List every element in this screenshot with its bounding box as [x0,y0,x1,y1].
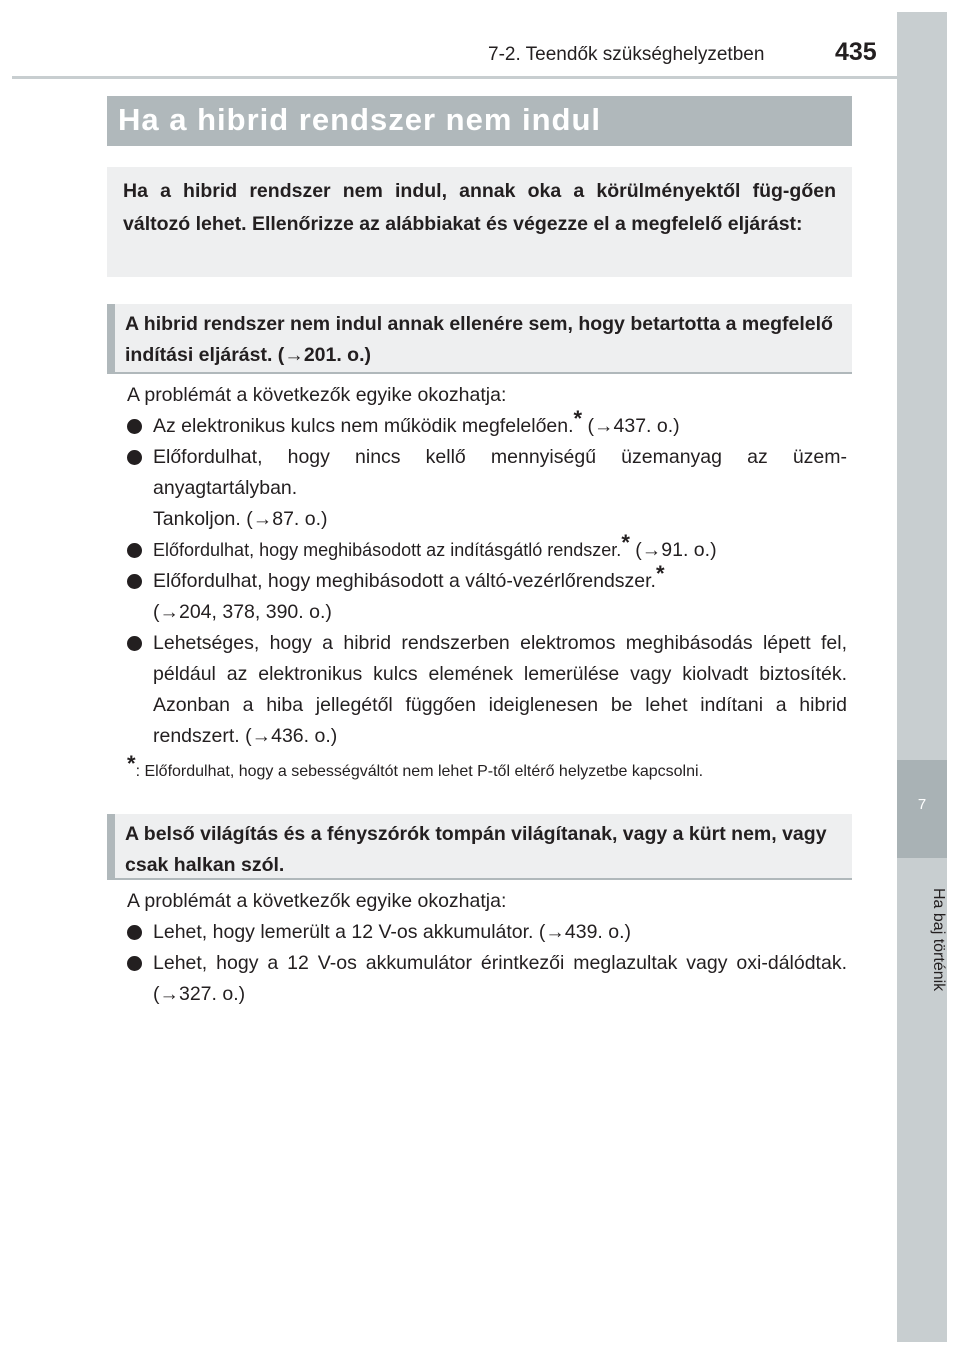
lead-text: A problémát a következők egyike okozhatja: [127,384,507,406]
header-divider [12,76,947,79]
section-title: Ha a hibrid rendszer nem indul [107,96,852,146]
bullet-icon [127,636,142,651]
list-item: Előfordulhat, hogy meghibásodott az indításgátló rendszer.* (→91. o.) [127,535,847,566]
cause-list-start-failure [127,380,847,787]
list-item: Az elektronikus kulcs nem működik megfelelően.* (→437. o.) [127,411,847,442]
asterisk-marker: * [621,530,630,555]
asterisk-marker: * [573,406,583,431]
chapter-label: Ha baj történik [930,888,947,992]
bullet-icon [127,956,142,971]
footnote: *: Előfordulhat, hogy a sebességváltót nem lehet P-től eltérő helyzetbe kapcsolni. [127,751,704,780]
list-item-note: Tankoljon. (→87. o.) [153,508,328,530]
list-item: Lehet, hogy a 12 V-os akkumulátor érintkezői meglazultak vagy oxi-dálódtak. (→327. o.) [127,948,847,1010]
subsection-heading-dim-lights: A belső világítás és a fényszórók tompán világítanak, vagy a kürt nem, vagy csak halkan szól. [107,814,852,880]
list-item: Lehet, hogy lemerült a 12 V-os akkumulátor. (→439. o.) [127,917,847,948]
asterisk-marker: * [655,561,665,586]
arrow-icon: → [284,344,304,366]
list-item: Lehetséges, hogy a hibrid rendszerben elektromos meghibásodás lépett fel, például az elektronikus kulcs elemének lemerülése vagy kiolvadt biztosíték. Azonban a hiba jellegétől függően ideiglenesen be lehet indítani a hibrid rendszert. (→436. o.) [127,628,847,752]
bullet-icon [127,419,142,434]
subsection-title-text: A hibrid rendszer nem indul annak ellenére sem, hogy betartotta a megfelelő indítási eljárást. ( [125,313,833,366]
list-item: Előfordulhat, hogy meghibásodott a váltó-vezérlőrendszer.* (→204, 378, 390. o.) [127,566,847,628]
running-header: 7-2. Teendők szükséghelyzetben [488,44,765,65]
cause-list-dim-lights [127,886,847,1010]
chapter-side-tab [897,12,947,1342]
bullet-icon [127,543,142,558]
bullet-icon [127,450,142,465]
chapter-number: 7 [917,796,927,813]
intro-box: Ha a hibrid rendszer nem indul, annak oka a körülményektől füg-gően változó lehet. Ellenőrizze az alábbiakat és végezze el a megfelelő eljárást: [107,167,852,277]
page-number: 435 [835,38,877,66]
subsection-title-ref: 201. o.) [303,344,372,366]
list-item: Előfordulhat, hogy nincs kellő mennyiségű üzemanyag az üzem-anyagtartályban. Tankoljon. (→87. o.) [127,442,847,535]
subsection-heading-start-failure [107,304,852,374]
lead-text: A problémát a következők egyike okozhatja: [127,890,507,912]
asterisk-marker: * [127,751,136,776]
bullet-icon [127,925,142,940]
bullet-icon [127,574,142,589]
